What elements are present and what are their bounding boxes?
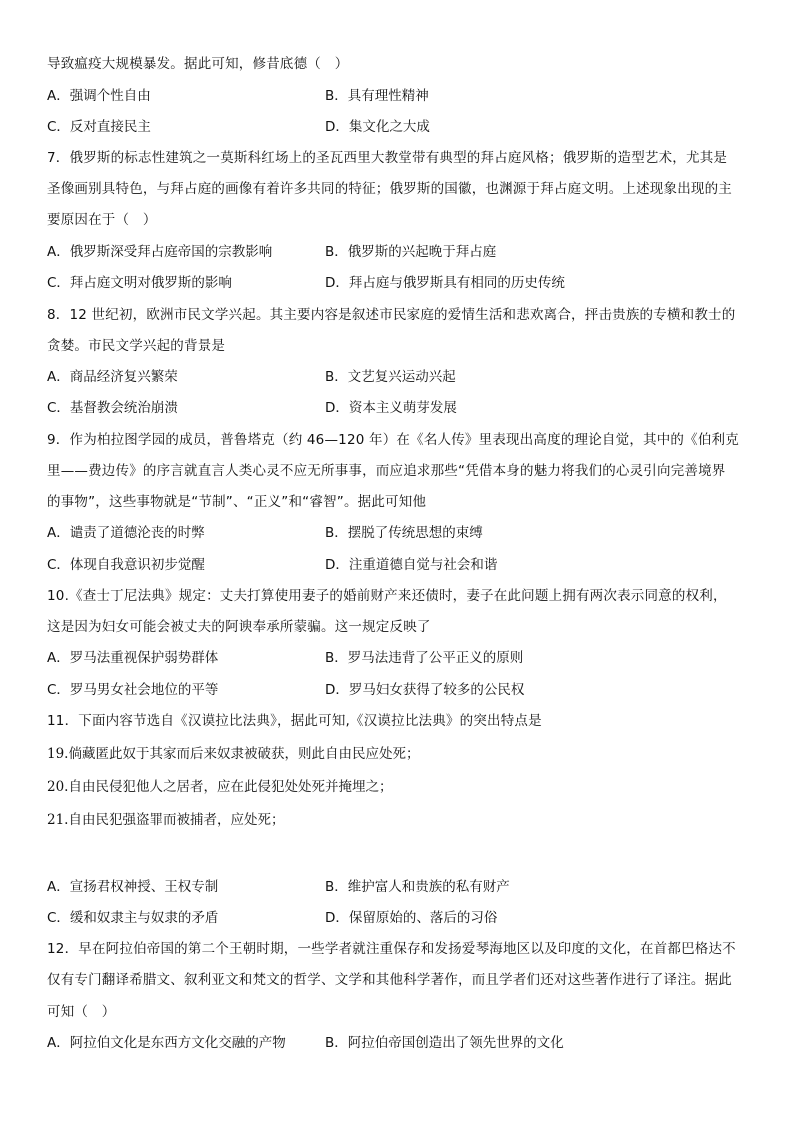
q11-law-19: 19.倘藏匿此奴于其家而后来奴隶被破获，则此自由民应处死； [47, 746, 420, 762]
q9-option-d[interactable]: D．注重道德自觉与社会和谐 [325, 557, 498, 573]
q7-text-line-2: 圣像画别具特色，与拜占庭的画像有着许多共同的特征；俄罗斯的国徽，也渊源于拜占庭文明。上述现象出现的主 [47, 181, 732, 197]
q11-option-c[interactable]: C．缓和奴隶主与奴隶的矛盾 [47, 910, 219, 926]
option-a[interactable]: A．强调个性自由 [47, 88, 151, 104]
q10-text-line-1: 10.《查士丁尼法典》规定：丈夫打算使用妻子的婚前财产来还债时，妻子在此问题上拥有两次表示同意的权利， [47, 588, 727, 604]
q11-text-line-1: 11．下面内容节选自《汉谟拉比法典》，据此可知,《汉谟拉比法典》的突出特点是 [47, 713, 542, 729]
q9-text-line-1: 9．作为柏拉图学园的成员，普鲁塔克（约 46—120 年）在《名人传》里表现出高度的理论自觉，其中的《伯利克 [47, 432, 739, 448]
q7-option-c[interactable]: C．拜占庭文明对俄罗斯的影响 [47, 275, 232, 291]
q10-text-line-2: 这是因为妇女可能会被丈夫的阿谀奉承所蒙骗。这一规定反映了 [47, 619, 431, 635]
q12-text-line-3: 可知（ ） [47, 1004, 116, 1020]
q12-option-b[interactable]: B．阿拉伯帝国创造出了领先世界的文化 [325, 1035, 564, 1051]
question-text-line: 导致瘟疫大规模暴发。据此可知，修昔底德（ ） [47, 56, 349, 72]
q10-option-a[interactable]: A．罗马法重视保护弱势群体 [47, 650, 219, 666]
q12-text-line-2: 仅有专门翻译希腊文、叙利亚文和梵文的哲学、文学和其他科学著作，而且学者们还对这些著作进行了译注。据此 [47, 972, 732, 988]
q9-text-line-2: 里——费边传》的序言就直言人类心灵不应无所事事，而应追求那些“凭借本身的魅力将我们的心灵引向完善境界 [47, 463, 726, 479]
q10-option-c[interactable]: C．罗马男女社会地位的平等 [47, 682, 219, 698]
q11-law-20: 20.自由民侵犯他人之居者，应在此侵犯处处死并掩埋之； [47, 779, 393, 795]
q7-option-b[interactable]: B．俄罗斯的兴起晚于拜占庭 [325, 244, 497, 260]
q8-option-c[interactable]: C．基督教会统治崩溃 [47, 400, 178, 416]
q8-text-line-2: 贪婪。市民文学兴起的背景是 [47, 338, 226, 354]
q9-option-b[interactable]: B．摆脱了传统思想的束缚 [325, 525, 483, 541]
q8-option-d[interactable]: D．资本主义萌芽发展 [325, 400, 457, 416]
q7-option-d[interactable]: D．拜占庭与俄罗斯具有相同的历史传统 [325, 275, 565, 291]
q10-option-d[interactable]: D．罗马妇女获得了较多的公民权 [325, 682, 525, 698]
q7-option-a[interactable]: A．俄罗斯深受拜占庭帝国的宗教影响 [47, 244, 273, 260]
q7-text-line-1: 7．俄罗斯的标志性建筑之一莫斯科红场上的圣瓦西里大教堂带有典型的拜占庭风格；俄罗斯的造型艺术，尤其是 [47, 150, 728, 166]
q8-text-line-1: 8．12 世纪初，欧洲市民文学兴起。其主要内容是叙述市民家庭的爱情生活和悲欢离合，抨击贵族的专横和教士的 [47, 307, 736, 323]
q9-option-a[interactable]: A．谴责了道德沦丧的时弊 [47, 525, 205, 541]
option-d[interactable]: D．集文化之大成 [325, 119, 430, 135]
q9-text-line-3: 的事物”，这些事物就是“节制”、“正义”和“睿智”。据此可知他 [47, 494, 427, 510]
q10-option-b[interactable]: B．罗马法违背了公平正义的原则 [325, 650, 524, 666]
q11-option-b[interactable]: B．维护富人和贵族的私有财产 [325, 879, 510, 895]
q11-law-21: 21.自由民犯强盗罪而被捕者，应处死； [47, 812, 285, 828]
option-c[interactable]: C．反对直接民主 [47, 119, 151, 135]
q12-text-line-1: 12．早在阿拉伯帝国的第二个王朝时期，一些学者就注重保存和发扬爱琴海地区以及印度的文化，在首都巴格达不 [47, 941, 736, 957]
q11-option-a[interactable]: A．宣扬君权神授、王权专制 [47, 879, 219, 895]
option-b[interactable]: B．具有理性精神 [325, 88, 429, 104]
q8-option-a[interactable]: A．商品经济复兴繁荣 [47, 369, 178, 385]
q11-option-d[interactable]: D．保留原始的、落后的习俗 [325, 910, 498, 926]
q9-option-c[interactable]: C．体现自我意识初步觉醒 [47, 557, 205, 573]
q12-option-a[interactable]: A．阿拉伯文化是东西方文化交融的产物 [47, 1035, 286, 1051]
q7-text-line-3: 要原因在于（ ） [47, 212, 157, 228]
q8-option-b[interactable]: B．文艺复兴运动兴起 [325, 369, 456, 385]
